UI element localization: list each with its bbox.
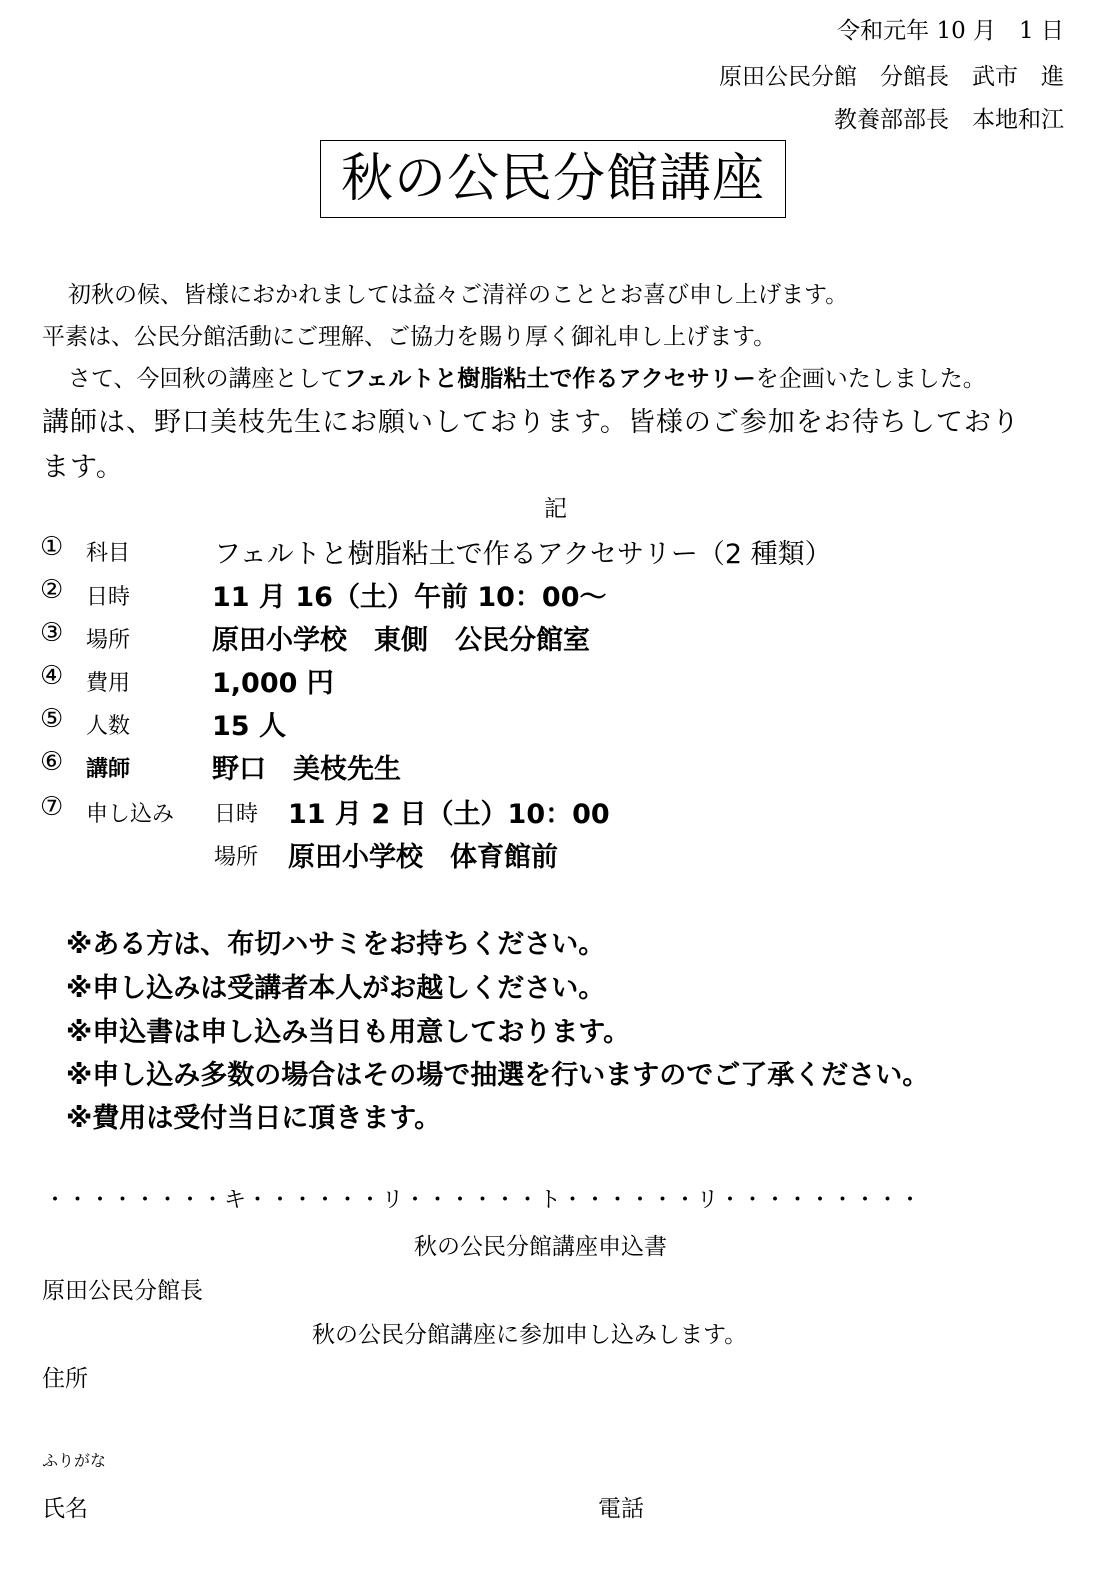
item-number: ⑥ — [40, 747, 64, 777]
item-number: ⑦ — [40, 792, 64, 822]
item-value-instructor: 野口 美枝先生 — [212, 754, 401, 785]
item-number: ① — [40, 532, 64, 562]
item-value-subject: フェルトと樹脂粘土で作るアクセサリー（2 種類） — [214, 539, 832, 570]
item-label-application: 申し込み — [86, 802, 175, 827]
intro-line-2: 平素は、公民分館活動にご理解、ご協力を賜り厚く御礼申し上げます。 — [42, 324, 777, 350]
form-statement: 秋の公民分館講座に参加申し込みします。 — [312, 1322, 748, 1348]
item-sub-label-place: 場所 — [214, 845, 259, 870]
item-label-instructor: 講師 — [86, 757, 131, 782]
note-item: ※申し込み多数の場合はその場で抽選を行いますのでご了承ください。 — [66, 1060, 930, 1091]
item-label-place: 場所 — [86, 628, 131, 653]
note-item: ※申込書は申し込み当日も用意しております。 — [66, 1017, 631, 1048]
department-line: 教養部部長 本地和江 — [834, 107, 1064, 133]
ki-heading: 記 — [544, 496, 567, 522]
item-number: ④ — [40, 661, 64, 691]
item-number: ② — [40, 575, 64, 605]
item-label-subject: 科目 — [86, 541, 131, 566]
page-title: 秋の公民分館講座 — [320, 140, 786, 218]
intro-line-3 — [68, 360, 986, 393]
item-sub-value-datetime: 11 月 2 日（土）10：00 — [288, 799, 610, 830]
item-value-place: 原田小学校 東側 公民分館室 — [212, 625, 590, 656]
issue-date: 令和元年 10 月 1 日 — [837, 18, 1064, 44]
form-title: 秋の公民分館講座申込書 — [414, 1234, 667, 1260]
item-sub-label-datetime: 日時 — [214, 802, 259, 827]
name-label: 氏名 — [42, 1496, 88, 1522]
note-item: ※申し込みは受講者本人がお越しください。 — [66, 973, 606, 1004]
item-value-cost: 1,000 円 — [212, 668, 334, 699]
intro-line-3-suffix: を企画いたしました。 — [755, 366, 986, 392]
note-item: ※費用は受付当日に頂きます。 — [66, 1103, 442, 1134]
intro-line-4: 講師は、野口美枝先生にお願いしております。皆様のご参加をお待ちしており — [42, 407, 1020, 438]
furigana-label: ふりがな — [42, 1451, 107, 1470]
intro-course-name: フェルトと樹脂粘土で作るアクセサリー — [343, 365, 756, 392]
item-sub-value-place: 原田小学校 体育館前 — [288, 842, 558, 873]
intro-line-3-prefix: さて、今回秋の講座として — [68, 366, 344, 392]
issuer-line: 原田公民分館 分館長 武市 進 — [719, 64, 1064, 90]
address-label: 住所 — [42, 1366, 88, 1392]
form-addressee: 原田公民分館長 — [42, 1278, 203, 1304]
item-label-datetime: 日時 — [86, 585, 131, 610]
note-item: ※ある方は、布切ハサミをお持ちください。 — [66, 929, 606, 960]
item-label-cost: 費用 — [86, 671, 131, 696]
phone-label: 電話 — [598, 1496, 644, 1522]
item-label-capacity: 人数 — [86, 714, 131, 739]
item-number: ③ — [40, 618, 64, 648]
item-value-datetime: 11 月 16（土）午前 10：00～ — [212, 582, 607, 613]
item-number: ⑤ — [40, 704, 64, 734]
item-value-capacity: 15 人 — [212, 711, 286, 742]
intro-line-1: 初秋の候、皆様におかれましては益々ご清祥のこととお喜び申し上げます。 — [68, 282, 849, 308]
cut-line: ・・・・・・・・キ・・・・・・リ・・・・・・ト・・・・・・リ・・・・・・・・・ — [44, 1188, 922, 1213]
intro-line-5: ます。 — [42, 452, 124, 483]
